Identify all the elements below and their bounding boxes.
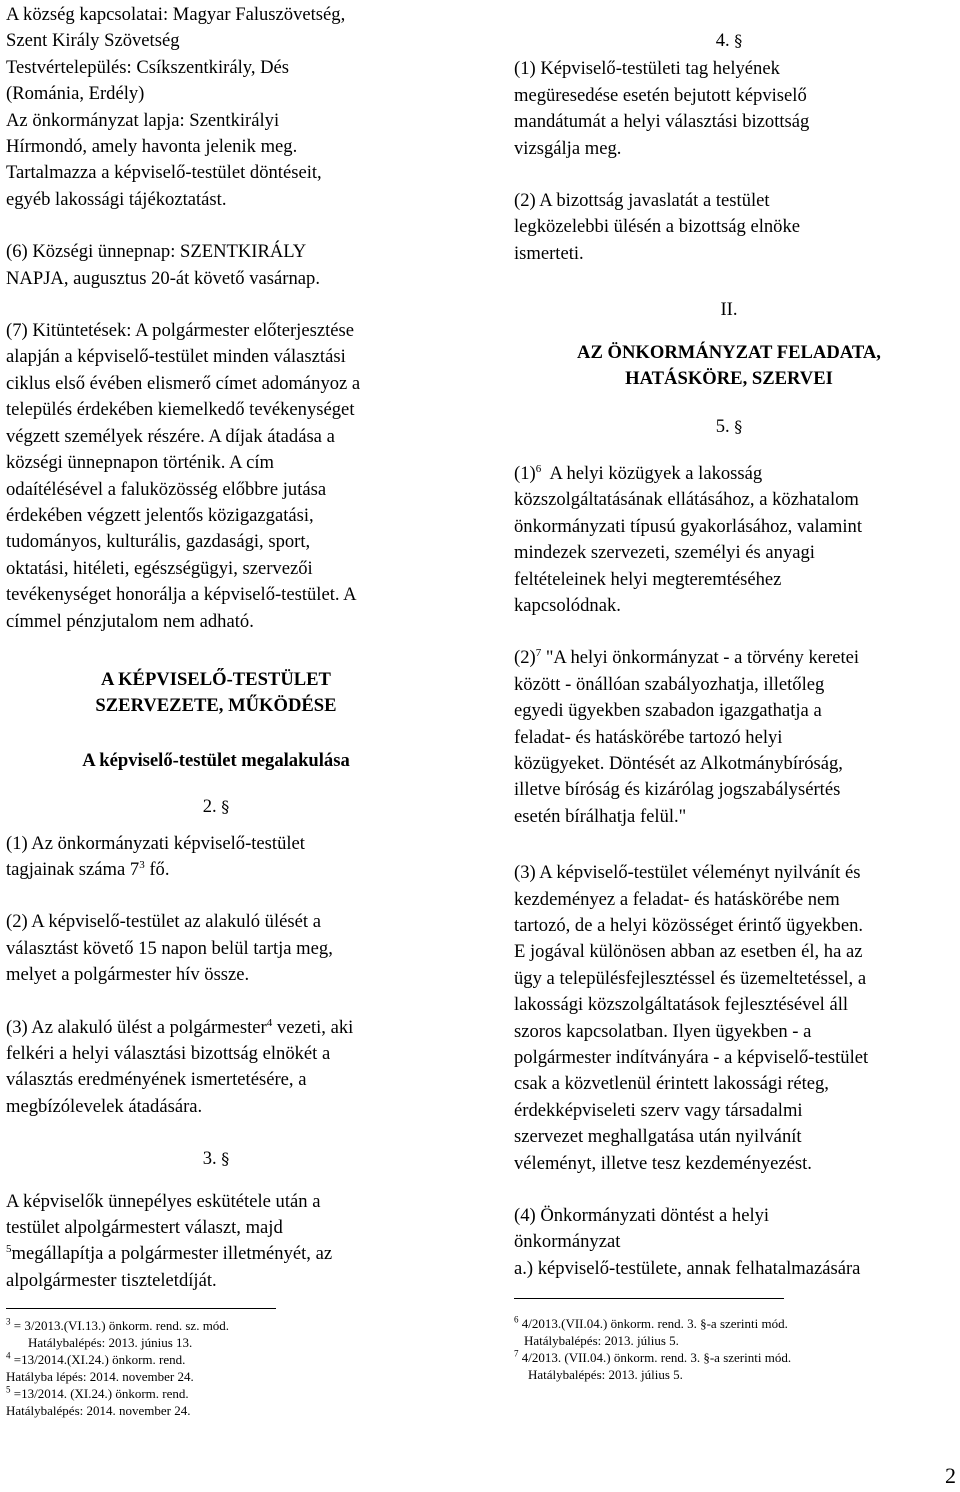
section-label: 2. xyxy=(202,796,217,818)
text-line: tartozó, de a helyi közösséget érintő ügyekben. xyxy=(514,914,864,936)
text-line: Tartalmazza a képviselő-testület döntéseit, xyxy=(6,162,322,184)
text-line: közügyeket. Döntését az Alkotmánybíróság, xyxy=(514,752,843,774)
text-line: mindezek szervezeti, személyi és anyagi xyxy=(514,542,815,564)
footnote-5 xyxy=(6,1385,426,1402)
sec2-paragraph-3 xyxy=(6,1015,426,1121)
section-sign-icon: § xyxy=(734,417,743,437)
footnote-5-effective: Hatálybalépés: 2014. november 24. xyxy=(6,1403,191,1419)
text-line: Hírmondó, amely havonta jelenik meg. xyxy=(6,136,298,158)
text-line: esetén bírálhatja felül." xyxy=(514,805,687,827)
sec4-paragraph-2 xyxy=(514,188,944,267)
left-column xyxy=(6,0,426,1419)
text-line: ismerteti. xyxy=(514,242,584,264)
section-label: 5. xyxy=(715,416,730,438)
text-line: választás eredményének ismertetésére, a xyxy=(6,1069,307,1091)
footnote-ref: 6 xyxy=(535,462,542,475)
text-line: választást követő 15 napon belül tartja meg, xyxy=(6,937,333,959)
chapter-title-line: AZ ÖNKORMÁNYZAT FELADATA, xyxy=(577,341,881,363)
holiday-paragraph xyxy=(6,239,426,292)
text-span: (2) xyxy=(514,647,536,669)
text-line: (1) Képviselő-testületi tag helyének xyxy=(514,58,780,80)
text-line: végzett személyek részére. A díjak átadása a xyxy=(6,425,335,447)
text-line xyxy=(6,857,426,883)
footnote-7-effective: Hatálybalépés: 2013. július 5. xyxy=(528,1367,683,1383)
section-sign-icon: § xyxy=(734,31,743,50)
text-line: feltételeinek helyi megteremtéséhez xyxy=(514,568,782,590)
right-column xyxy=(514,0,944,1383)
text-span: (3) Az alakuló ülést a polgármester xyxy=(6,1016,267,1038)
footnote-text: = 3/2013.(VI.13.) önkorm. rend. sz. mód. xyxy=(10,1318,230,1334)
page-number: 2 xyxy=(945,1463,956,1488)
text-line: ügy a településfejlesztéssel és üzemeltetéssel, a xyxy=(514,967,867,989)
text-span: megállapítja a polgármester illetményét, az xyxy=(11,1243,333,1265)
footnote-text: =13/2014.(XI.24.) önkorm. rend. xyxy=(10,1352,186,1368)
sec2-paragraph-2 xyxy=(6,909,426,988)
text-line: (2) A bizottság javaslatát a testület xyxy=(514,190,770,212)
text-line: lakossági közszolgáltatások fejlesztésével áll xyxy=(514,994,849,1016)
footnotes-right xyxy=(514,1315,944,1383)
section-number-4 xyxy=(514,28,944,54)
section-number-5 xyxy=(514,414,944,440)
text-line: (1) Az önkormányzati képviselő-testület xyxy=(6,832,305,854)
text-line: melyet a polgármester hív össze. xyxy=(6,964,250,986)
text-line: testület alpolgármestert választ, majd xyxy=(6,1217,283,1239)
text-line: felkéri a helyi választási bizottság elnökét a xyxy=(6,1043,331,1064)
text-line: polgármester indítványára - a képviselő-testület xyxy=(514,1047,869,1068)
text-line: szervezet meghallgatása után nyilvánít xyxy=(514,1126,802,1148)
footnote-ref: 3 xyxy=(139,858,145,871)
footnote-number: 4 xyxy=(6,1350,11,1361)
text-line: véleményt, illetve tesz kezdeményezést. xyxy=(514,1152,812,1174)
section-number-3 xyxy=(6,1146,426,1172)
intro-block xyxy=(6,2,426,213)
text-line: (3) A képviselő-testület véleményt nyilvánít és xyxy=(514,862,861,884)
text-line: illetve bíróság és kizárólag jogszabálysértés xyxy=(514,779,841,801)
text-line: odaítélésével a faluközösség előbbre jutása xyxy=(6,478,327,500)
footnote-divider xyxy=(514,1298,784,1299)
text-line: vizsgálja meg. xyxy=(514,137,622,159)
footnote-6-effective: Hatálybalépés: 2013. július 5. xyxy=(524,1333,679,1349)
chapter-heading xyxy=(6,667,426,720)
text-span: fő. xyxy=(144,858,170,880)
text-span: A helyi közügyek a lakosság xyxy=(541,462,763,484)
footnote-number: 5 xyxy=(6,1384,11,1395)
text-line: közszolgáltatásának ellátásához, a közhatalom xyxy=(514,489,859,511)
section-sign-icon: § xyxy=(221,1149,230,1169)
chapter-heading xyxy=(514,340,944,393)
text-line: címmel pénzjutalom nem adható. xyxy=(6,610,254,632)
text-line: egyéb lakossági tájékoztatást. xyxy=(6,188,227,210)
section-subtitle: A képviselő-testület megalakulása xyxy=(82,749,350,771)
text-line: érdekében végzett jelentős közigazgatási, xyxy=(6,504,314,526)
text-line: tudományos, kulturális, gazdasági, sport, xyxy=(6,531,311,553)
footnote-3 xyxy=(6,1317,426,1334)
text-line: település érdekében kiemelkedő tevékenységet xyxy=(6,399,355,421)
awards-paragraph xyxy=(6,318,426,635)
sec5-paragraph-3 xyxy=(514,860,944,1177)
text-line: (6) Községi ünnepnap: SZENTKIRÁLY xyxy=(6,241,307,263)
text-span: vezeti, aki xyxy=(272,1016,354,1038)
sec5-paragraph-2 xyxy=(514,645,944,830)
text-line: csak a közvetlenül érintett lakossági réteg, xyxy=(514,1073,829,1095)
footnote-text: 4/2013. (VII.04.) önkorm. rend. 3. §-a szerinti mód. xyxy=(518,1350,792,1366)
text-line xyxy=(514,461,944,487)
sec2-paragraph-1 xyxy=(6,831,426,884)
footnote-ref: 5 xyxy=(6,1243,12,1256)
section-label: 3. xyxy=(202,1148,217,1170)
text-line: A képviselők ünnepélyes eskütétele után a xyxy=(6,1190,321,1212)
chapter-number: II. xyxy=(720,299,738,321)
footnote-4 xyxy=(6,1351,426,1368)
text-line: a.) képviselő-testülete, annak felhatalmazására xyxy=(514,1257,861,1279)
text-line: (7) Kitüntetések: A polgármester előterjesztése xyxy=(6,320,354,342)
chapter-title-line: SZERVEZETE, MŰKÖDÉSE xyxy=(95,695,337,717)
footnote-6 xyxy=(514,1315,944,1332)
footnotes-left xyxy=(6,1317,426,1419)
footnote-text: 4/2013.(VII.04.) önkorm. rend. 3. §-a szerinti mód. xyxy=(518,1316,788,1332)
text-line xyxy=(514,645,944,671)
footnote-3-effective: Hatálybalépés: 2013. június 13. xyxy=(28,1335,193,1351)
text-line: megüresedése esetén bejutott képviselő xyxy=(514,84,807,106)
text-line: ciklus első évében elismerő címet adományoz a xyxy=(6,372,361,394)
text-line: egyedi ügyekben szabadon igazgathatja a xyxy=(514,700,822,722)
text-line: mandátumát a helyi választási bizottság xyxy=(514,111,810,133)
text-line: érdekképviseleti szerv vagy társadalmi xyxy=(514,1099,803,1121)
text-line: között - önállóan szabályozhatja, illetőleg xyxy=(514,673,825,695)
text-span: (1) xyxy=(514,462,536,484)
footnote-text: =13/2014. (XI.24.) önkorm. rend. xyxy=(10,1386,189,1402)
text-line: alapján a képviselő-testület minden választási xyxy=(6,346,346,368)
sec5-paragraph-1 xyxy=(514,461,944,619)
sec5-paragraph-4 xyxy=(514,1203,944,1282)
text-line: feladat- és hatáskörébe tartozó helyi xyxy=(514,726,783,748)
footnote-4-effective: Hatályba lépés: 2014. november 24. xyxy=(6,1369,194,1385)
footnote-number: 7 xyxy=(514,1348,519,1359)
text-line: E jogával különösen abban az esetben él, ha az xyxy=(514,941,863,963)
text-line: (4) Önkormányzati döntést a helyi xyxy=(514,1205,770,1227)
text-line: szoros kapcsolatban. Ilyen ügyekben - a xyxy=(514,1020,812,1042)
section-label: 4. xyxy=(715,30,730,51)
text-line: Az önkormányzat lapja: Szentkirályi xyxy=(6,109,280,131)
text-span: "A helyi önkormányzat - a törvény keretei xyxy=(541,647,860,669)
text-line: megbízólevelek átadására. xyxy=(6,1095,203,1117)
text-line xyxy=(6,1241,426,1267)
text-span: tagjainak száma 7 xyxy=(6,858,140,880)
text-line: tevékenységet honorálja a képviselő-testület. A xyxy=(6,584,357,606)
text-line: NAPJA, augusztus 20-át követő vasárnap. xyxy=(6,267,320,289)
chapter-title-line: HATÁSKÖRE, SZERVEI xyxy=(625,368,833,390)
text-line: legközelebbi ülésén a bizottság elnöke xyxy=(514,216,801,238)
section-number-2 xyxy=(6,794,426,820)
text-line: önkormányzati típusú gyakorlásához, valamint xyxy=(514,515,863,537)
text-line: (Románia, Erdély) xyxy=(6,83,145,105)
text-line: Testvértelepülés: Csíkszentkirály, Dés xyxy=(6,56,290,78)
text-line: (2) A képviselő-testület az alakuló ülését a xyxy=(6,911,321,933)
text-line: kezdeményez a feladat- és hatáskörébe nem xyxy=(514,888,840,910)
text-line: községi ünnepnapon történik. A cím xyxy=(6,452,275,474)
text-line xyxy=(6,1015,426,1041)
footnote-number: 3 xyxy=(6,1316,11,1327)
footnote-7 xyxy=(514,1349,944,1366)
footnote-number: 6 xyxy=(514,1314,519,1325)
text-line: alpolgármester tiszteletdíját. xyxy=(6,1269,217,1291)
sec3-paragraph xyxy=(6,1189,426,1295)
footnote-ref: 4 xyxy=(266,1016,273,1029)
sec4-paragraph-1 xyxy=(514,56,944,162)
text-line: önkormányzat xyxy=(514,1231,621,1253)
chapter-title-line: A KÉPVISELŐ-TESTÜLET xyxy=(101,668,331,690)
section-sign-icon: § xyxy=(221,797,230,817)
text-line: Szent Király Szövetség xyxy=(6,30,180,52)
text-line: kapcsolódnak. xyxy=(514,594,621,616)
footnote-divider xyxy=(6,1308,276,1309)
text-line: oktatási, hitéleti, egészségügyi, szervezői xyxy=(6,557,313,579)
footnote-ref: 7 xyxy=(535,647,542,660)
text-line: A község kapcsolatai: Magyar Faluszövetség, xyxy=(6,4,346,25)
